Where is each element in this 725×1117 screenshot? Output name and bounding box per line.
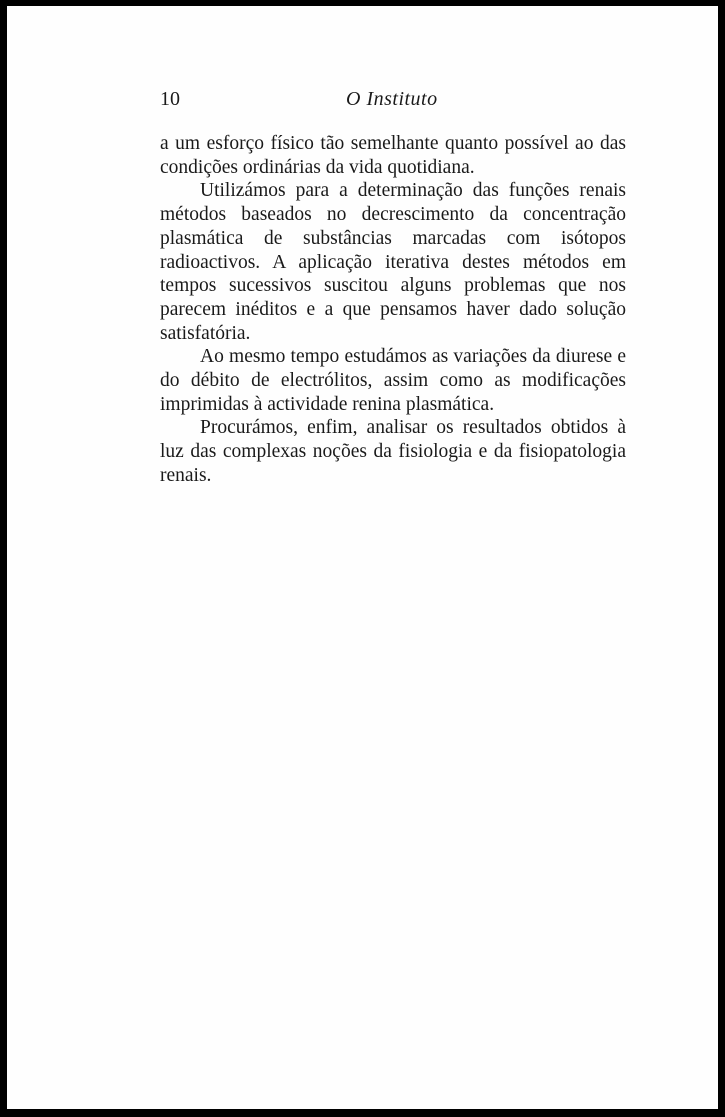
paragraph-analysis: Procurámos, enfim, analisar os resultados obtidos à luz das complexas noções da fisiologia e da fisiopatologia renais. bbox=[160, 417, 626, 486]
paragraph-methods: Utilizámos para a determinação das funções renais métodos baseados no decrescimento da concentração plasmática de substâncias marcadas com isótopos radioactivos. A aplicação iterativa destes métodos em tempos sucessivos suscitou alguns problemas que nos parecem inéditos e a que pensamos haver dado solução satisfatória. bbox=[160, 180, 626, 344]
paragraph-diuresis: Ao mesmo tempo estudámos as variações da diurese e do débito de electrólitos, assim como as modificações imprimidas à actividade renina plasmática. bbox=[160, 346, 626, 415]
page-header bbox=[160, 88, 626, 116]
body-text bbox=[160, 132, 626, 488]
paragraph-continuation: a um esforço físico tão semelhante quanto possível ao das condições ordinárias da vida quotidiana. bbox=[160, 133, 626, 178]
running-head: O Instituto bbox=[346, 88, 438, 110]
page-number: 10 bbox=[160, 88, 180, 110]
